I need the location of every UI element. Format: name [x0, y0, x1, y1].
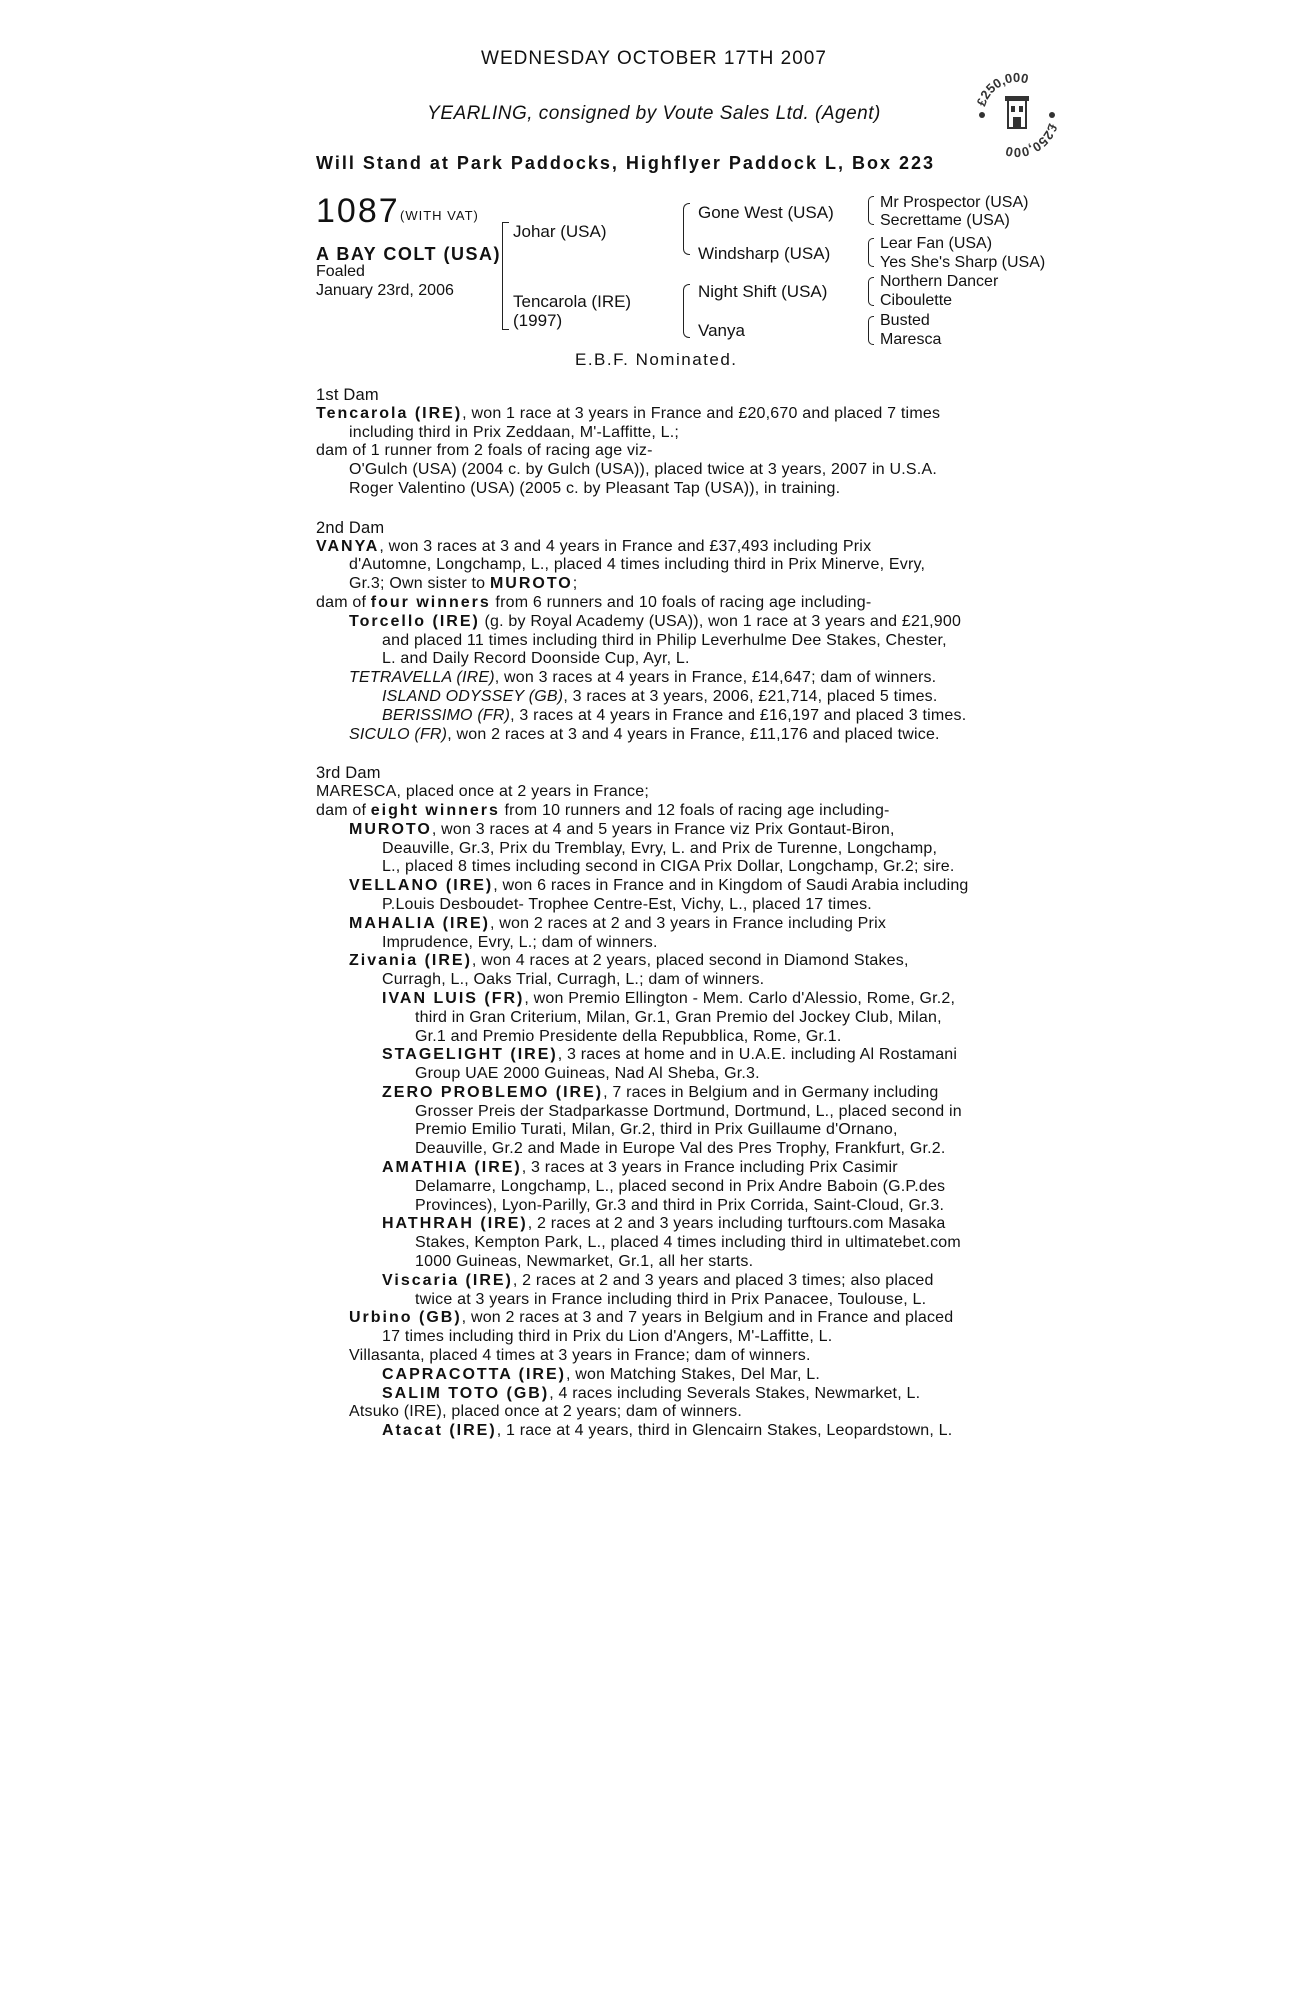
produce-entry: Zivania (IRE), won 4 races at 2 years, placed second in Diamond Stakes,	[349, 952, 909, 970]
brace-windsharp	[868, 238, 874, 267]
first-dam-line: dam of 1 runner from 2 foals of racing age viz-	[316, 442, 653, 460]
third-dam-heading: 3rd Dam	[316, 764, 381, 783]
produce-entry: Deauville, Gr.2 and Made in Europe Val des Pres Trophy, Frankfurt, Gr.2.	[415, 1140, 946, 1158]
produce-entry: IVAN LUIS (FR), won Premio Ellington - Mem. Carlo d'Alessio, Rome, Gr.2,	[382, 989, 956, 1007]
pedigree-dam-year: (1997)	[513, 311, 563, 330]
ebf-nomination: E.B.F. Nominated.	[575, 350, 738, 369]
seal-text-top: £250,000	[973, 70, 1030, 109]
produce-entry: Grosser Preis der Stadparkasse Dortmund, Dortmund, L., placed second in	[415, 1102, 962, 1120]
produce-entry: SICULO (FR), won 2 races at 3 and 4 years in France, £11,176 and placed twice.	[349, 725, 940, 743]
produce-entry: Stakes, Kempton Park, L., placed 4 times including third in ultimatebet.com	[415, 1234, 961, 1252]
produce-entry: AMATHIA (IRE), 3 races at 3 years in France including Prix Casimir	[382, 1159, 898, 1177]
produce-entry: MAHALIA (IRE), won 2 races at 2 and 3 years in France including Prix	[349, 914, 887, 932]
pedigree-dds: Busted	[880, 312, 930, 329]
pedigree-sire: Johar (USA)	[513, 222, 607, 241]
produce-entry: L., placed 8 times including second in CIGA Prix Dollar, Longchamp, Gr.2; sire.	[382, 858, 955, 876]
produce-entry: Atacat (IRE), 1 race at 4 years, third in Glencairn Stakes, Leopardstown, L.	[382, 1422, 953, 1440]
sale-date: WEDNESDAY OCTOBER 17TH 2007	[481, 48, 827, 69]
produce-entry: Deauville, Gr.3, Prix du Tremblay, Evry, L. and Prix de Turenne, Longchamp,	[382, 839, 938, 857]
produce-entry: twice at 3 years in France including third in Prix Panacee, Toulouse, L.	[415, 1290, 927, 1308]
produce-entry: Viscaria (IRE), 2 races at 2 and 3 years and placed 3 times; also placed	[382, 1271, 934, 1289]
produce-entry: SALIM TOTO (GB), 4 races including Severals Stakes, Newmarket, L.	[382, 1384, 921, 1402]
produce-entry: Villasanta, placed 4 times at 3 years in France; dam of winners.	[349, 1347, 811, 1365]
pedigree-ssd: Secrettame (USA)	[880, 212, 1010, 229]
produce-entry: CAPRACOTTA (IRE), won Matching Stakes, Del Mar, L.	[382, 1365, 821, 1383]
brace-vanya	[868, 316, 874, 345]
pedigree-sss: Mr Prospector (USA)	[880, 194, 1029, 211]
produce-entry: Premio Emilio Turati, Milan, Gr.2, third in Prix Guillaume d'Ornano,	[415, 1121, 898, 1139]
pedigree-sire-dam: Windsharp (USA)	[698, 244, 831, 263]
produce-entry: P.Louis Desboudet- Trophee Centre-Est, Vichy, L., placed 17 times.	[382, 895, 872, 913]
produce-entry: MUROTO, won 3 races at 4 and 5 years in France viz Prix Gontaut-Biron,	[349, 820, 895, 838]
produce-entry: Atsuko (IRE), placed once at 2 years; dam of winners.	[349, 1403, 742, 1421]
pedigree-dam: Tencarola (IRE)	[513, 292, 632, 311]
produce-entry: BERISSIMO (FR), 3 races at 4 years in France and £16,197 and placed 3 times.	[382, 706, 967, 724]
produce-entry: 1000 Guineas, Newmarket, Gr.1, all her starts.	[415, 1253, 754, 1271]
produce-entry: Provinces), Lyon-Parilly, Gr.3 and third in Prix Corrida, Saint-Cloud, Gr.3.	[415, 1196, 945, 1214]
produce-entry: Urbino (GB), won 2 races at 3 and 7 years in Belgium and in France and placed	[349, 1309, 954, 1327]
seal-text-bottom: £250,000	[1004, 121, 1061, 160]
produce-entry: HATHRAH (IRE), 2 races at 2 and 3 years including turftours.com Masaka	[382, 1215, 946, 1233]
pedigree-sds: Lear Fan (USA)	[880, 235, 993, 252]
produce-entry: Delamarre, Longchamp, L., placed second in Prix Andre Baboin (G.P.des	[415, 1177, 946, 1195]
lot-number: 1087	[316, 192, 400, 230]
first-dam-line: Tencarola (IRE), won 1 race at 3 years in France and £20,670 and placed 7 times	[316, 404, 941, 422]
vat-note: (WITH VAT)	[400, 208, 479, 223]
second-dam-line: Gr.3; Own sister to MUROTO;	[349, 575, 578, 593]
produce-entry: Curragh, L., Oaks Trial, Curragh, L.; dam of winners.	[382, 971, 765, 989]
produce-entry: and placed 11 times including third in Philip Leverhulme Dee Stakes, Chester,	[382, 631, 947, 649]
second-dam-line: d'Automne, Longchamp, L., placed 4 times including third in Prix Minerve, Evry,	[349, 556, 926, 574]
produce-entry: third in Gran Criterium, Milan, Gr.1, Gran Premio del Jockey Club, Milan,	[415, 1008, 942, 1026]
first-dam-line: including third in Prix Zeddaan, M'-Laffitte, L.;	[349, 423, 680, 441]
lot-description: A BAY COLT (USA)	[316, 244, 502, 264]
produce-entry: Gr.1 and Premio Presidente della Repubblica, Rome, Gr.1.	[415, 1027, 842, 1045]
pedigree-dss: Northern Dancer	[880, 273, 999, 290]
pedigree-dam-sire: Night Shift (USA)	[698, 282, 828, 301]
dam-line-brace	[683, 284, 690, 338]
consignment-line: YEARLING, consigned by Voute Sales Ltd. (Agent)	[427, 103, 881, 124]
produce-entry: STAGELIGHT (IRE), 3 races at home and in U.A.E. including Al Rostamani	[382, 1046, 958, 1064]
stand-location: Will Stand at Park Paddocks, Highflyer Paddock L, Box 223	[316, 153, 935, 173]
produce-entry: Roger Valentino (USA) (2005 c. by Pleasant Tap (USA)), in training.	[349, 479, 841, 497]
produce-entry: L. and Daily Record Doonside Cup, Ayr, L.	[382, 650, 690, 668]
produce-entry: ISLAND ODYSSEY (GB), 3 races at 3 years, 2006, £21,714, placed 5 times.	[382, 687, 938, 705]
produce-entry: Torcello (IRE) (g. by Royal Academy (USA)), won 1 race at 3 years and £21,900	[349, 612, 962, 630]
produce-entry: VELLANO (IRE), won 6 races in France and in Kingdom of Saudi Arabia including	[349, 877, 969, 895]
pedigree-dsd: Ciboulette	[880, 292, 953, 309]
sire-dam-brace	[502, 222, 509, 330]
second-dam-line: VANYA, won 3 races at 3 and 4 years in France and £37,493 including Prix	[316, 537, 872, 555]
sire-line-brace	[683, 203, 690, 255]
price-seal-icon	[972, 70, 1062, 160]
produce-entry: Group UAE 2000 Guineas, Nad Al Sheba, Gr.3.	[415, 1065, 760, 1083]
foaled-date: January 23rd, 2006	[316, 282, 454, 299]
second-dam-heading: 2nd Dam	[316, 518, 385, 537]
produce-entry: O'Gulch (USA) (2004 c. by Gulch (USA)), placed twice at 3 years, 2007 in U.S.A.	[349, 461, 937, 479]
produce-entry: 17 times including third in Prix du Lion d'Angers, M'-Laffitte, L.	[382, 1328, 833, 1346]
pedigree-sire-sire: Gone West (USA)	[698, 203, 834, 222]
produce-entry: TETRAVELLA (IRE), won 3 races at 4 years in France, £14,647; dam of winners.	[349, 669, 937, 687]
brace-night-shift	[868, 277, 874, 306]
produce-record	[316, 386, 1006, 1441]
foaled-label: Foaled	[316, 263, 365, 280]
pedigree-sdd: Yes She's Sharp (USA)	[880, 254, 1046, 271]
third-dam-line: dam of eight winners from 10 runners and 12 foals of racing age including-	[316, 801, 890, 819]
third-dam-line: MARESCA, placed once at 2 years in France;	[316, 783, 649, 801]
pedigree-ddd: Maresca	[880, 331, 942, 348]
produce-entry: Imprudence, Evry, L.; dam of winners.	[382, 933, 658, 951]
produce-entry: ZERO PROBLEMO (IRE), 7 races in Belgium and in Germany including	[382, 1083, 939, 1101]
brace-gone-west	[868, 196, 874, 225]
first-dam-heading: 1st Dam	[316, 386, 379, 404]
pedigree-dam-dam: Vanya	[698, 321, 745, 340]
second-dam-line: dam of four winners from 6 runners and 10 foals of racing age including-	[316, 593, 872, 611]
